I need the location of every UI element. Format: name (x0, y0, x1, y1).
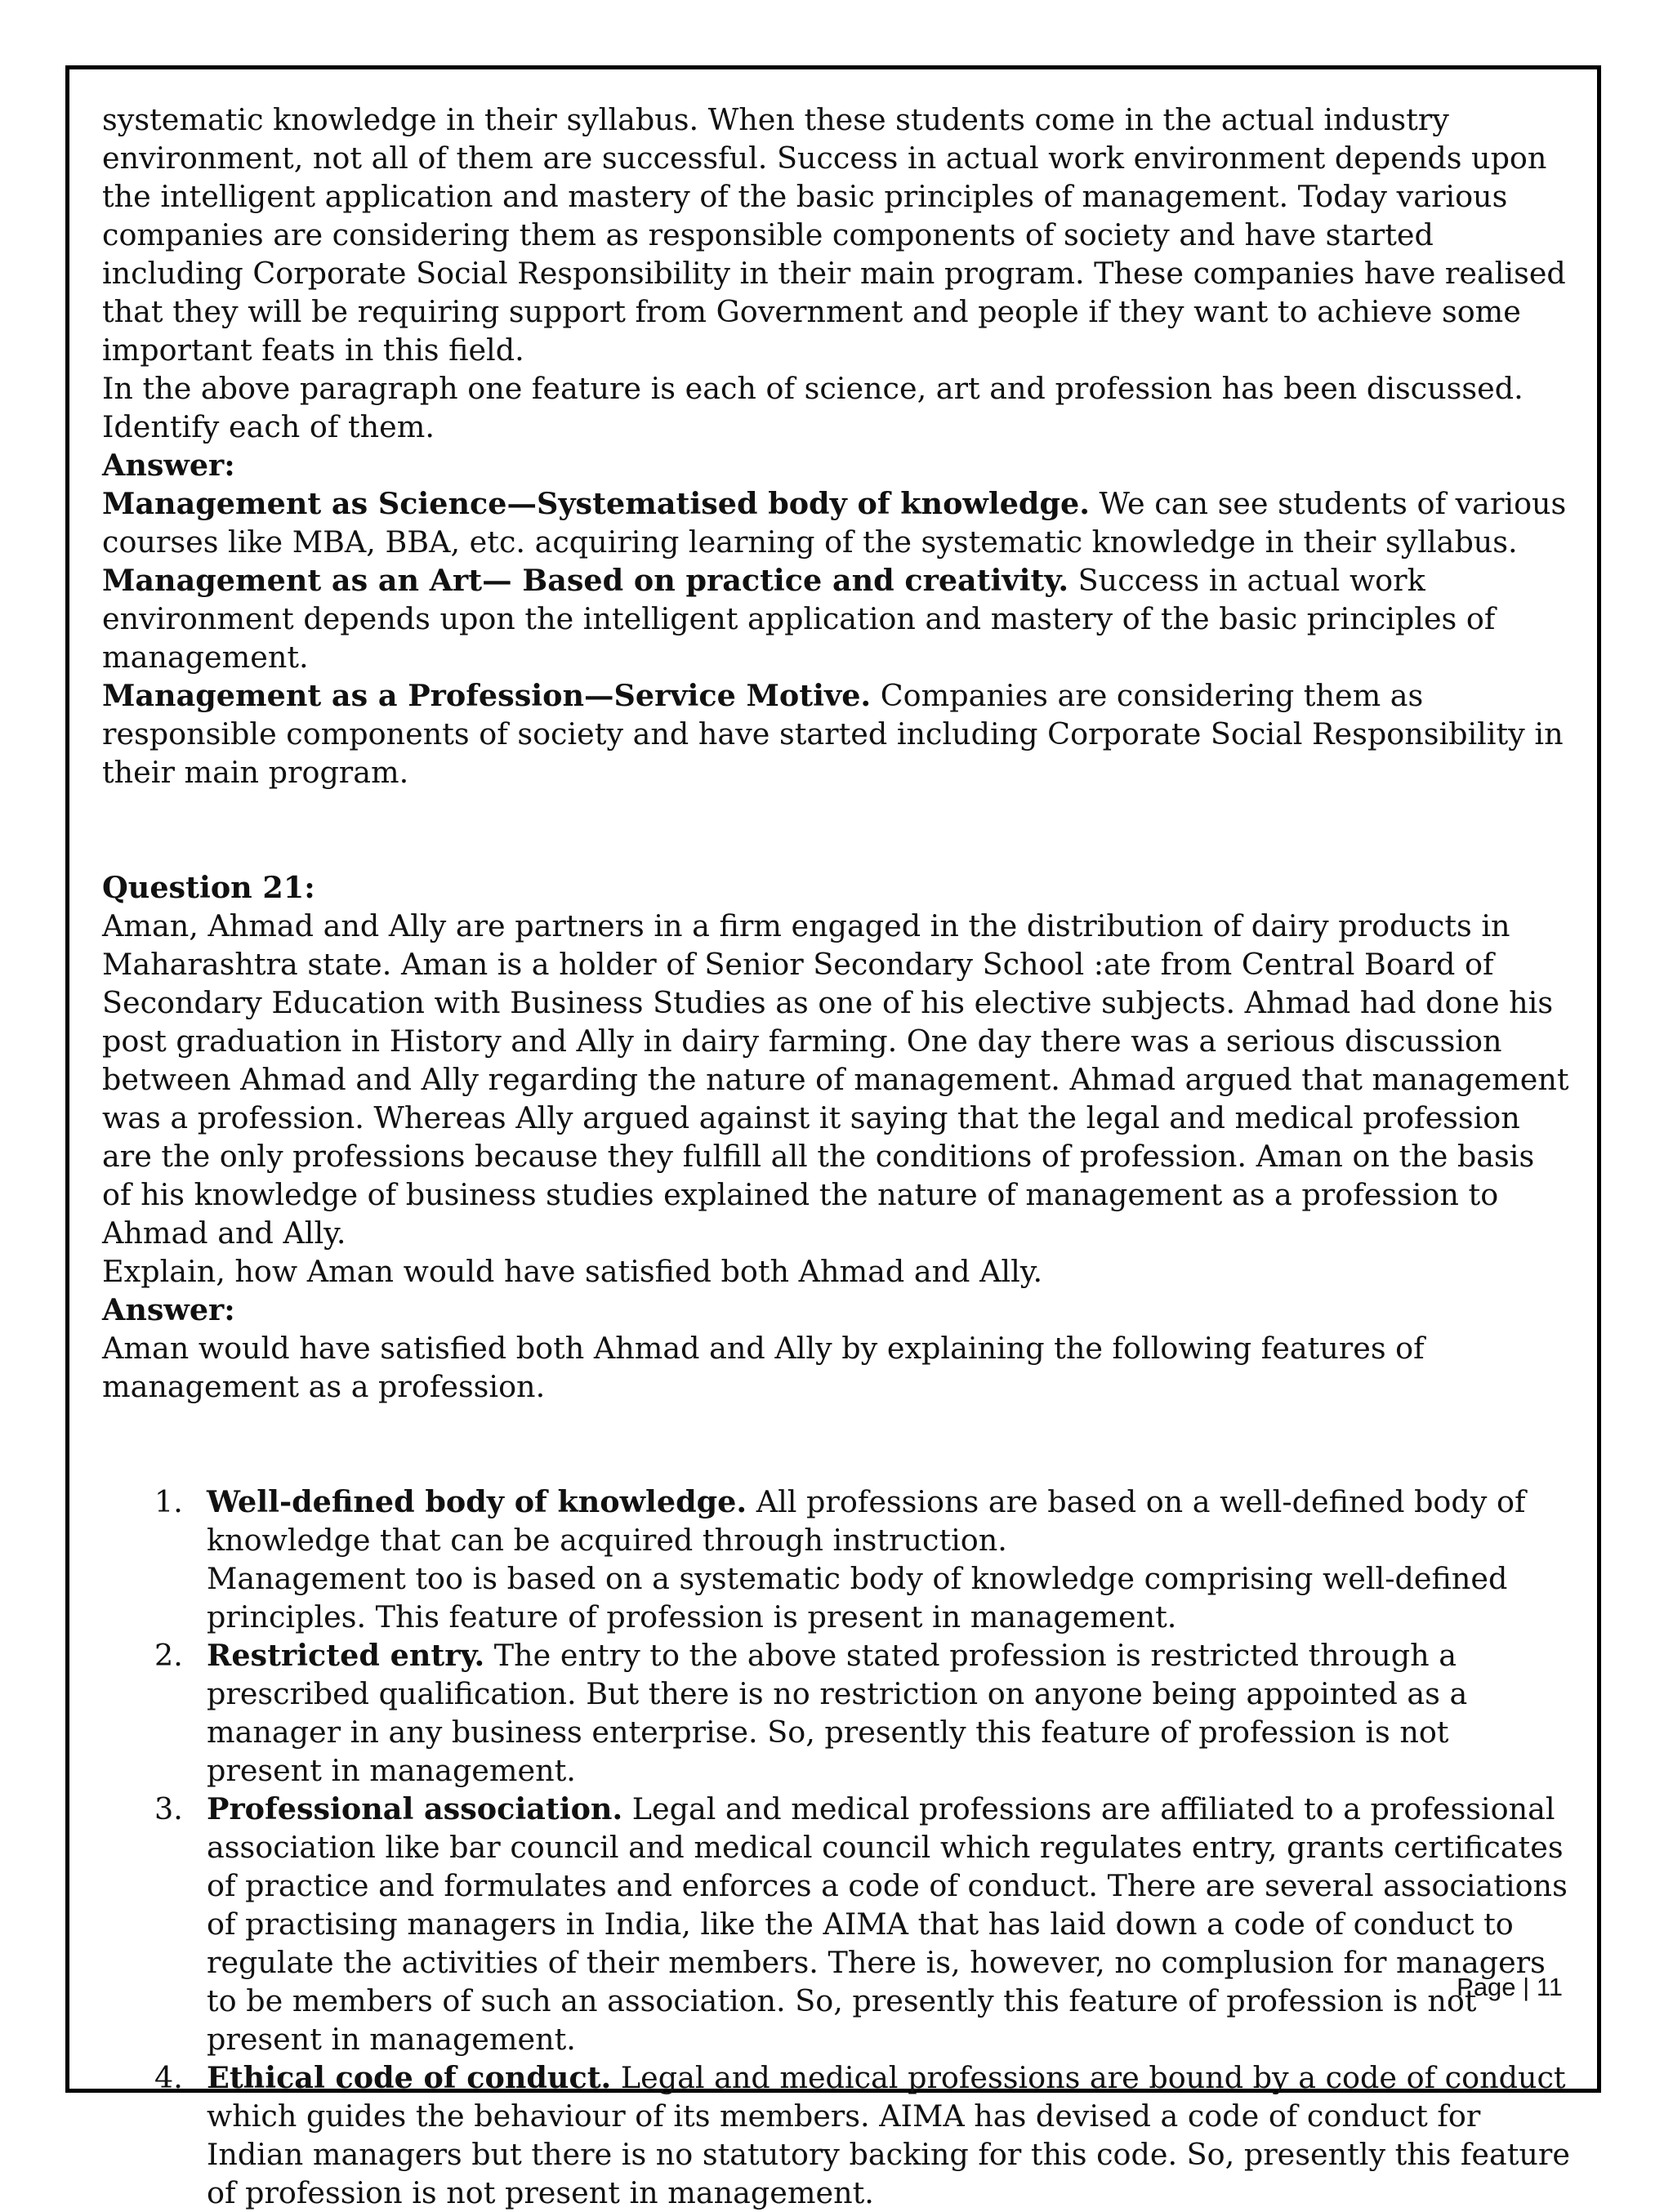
question-21-prompt: Explain, how Aman would have satisfied both Ahmad and Ally. (102, 1254, 1043, 1289)
answer-science-heading: Management as Science—Systematised body of knowledge. (102, 486, 1090, 521)
feature-heading: Ethical code of conduct. (207, 2060, 612, 2095)
spacer (102, 792, 1573, 868)
list-item (102, 1483, 1573, 1636)
feature-text: Legal and medical professions are affiliated to a professional association like bar council and medical council which regulates entry, grants certificates of practice and formulates and enforces a code of conduct. There are several associations of practising managers in India, like the AIMA that has laid down a code of conduct to regulate the activities of their members. There is, however, no complusion for managers to be members of such an association. So, presently this feature of profession is not present in management. (207, 1791, 1568, 2057)
intro-continuation: systematic knowledge in their syllabus. When these students come in the actual industry environment, not all of them are successful. Success in actual work environment depends upon the intelligent application and mastery of the basic principles of management. Today various companies are considering them as responsible components of society and have started including Corporate Social Responsibility in their main program. These companies have realised that they will be requiring support from Government and people if they want to achieve some important feats in this field. (102, 102, 1566, 368)
page-content (102, 100, 1573, 2212)
question-21-answer-intro: Aman would have satisfied both Ahmad and Ally by explaining the following features of management as a profession. (102, 1331, 1425, 1404)
feature-text: Legal and medical professions are bound by a code of conduct which guides the behaviour of its members. AIMA has devised a code of conduct for Indian managers but there is no statutory backing for this code. So, presently this feature of profession is not present in management. (207, 2060, 1570, 2210)
answer-art (102, 561, 1573, 676)
feature-heading: Professional association. (207, 1791, 623, 1826)
list-number: 2. (154, 1638, 183, 1673)
spacer (102, 1406, 1573, 1483)
answer-profession-heading: Management as a Profession—Service Motive. (102, 678, 872, 713)
list-item (102, 1636, 1573, 1790)
answer-label: Answer: (102, 448, 235, 483)
intro-prompt: In the above paragraph one feature is each of science, art and profession has been discussed. Identify each of them. (102, 371, 1524, 444)
answer-art-text: Success in actual work environment depends upon the intelligent application and mastery of the basic principles of management. (102, 563, 1496, 675)
list-item (102, 1790, 1573, 2058)
answer-profession-text: Companies are considering them as responsible components of society and have started including Corporate Social Responsibility in their main program. (102, 678, 1564, 790)
page-number: Page | 11 (1457, 1973, 1563, 2001)
answer-art-heading: Management as an Art— Based on practice and creativity. (102, 563, 1069, 598)
feature-text: The entry to the above stated profession is restricted through a prescribed qualification. But there is no restriction on anyone being appointed as a manager in any business enterprise. So, presently this feature of profession is not present in management. (207, 1638, 1468, 1788)
feature-extra: Management too is based on a systematic body of knowledge comprising well-defined principles. This feature of profession is present in management. (207, 1561, 1508, 1634)
list-number: 3. (154, 1791, 183, 1826)
question-21-title: Question 21: (102, 870, 315, 905)
page-border (65, 65, 1601, 2210)
feature-heading: Well-defined body of knowledge. (207, 1484, 747, 1519)
feature-heading: Restricted entry. (207, 1638, 485, 1673)
answer-science (102, 484, 1573, 561)
feature-list (102, 1483, 1573, 2212)
question-21-answer-label: Answer: (102, 1292, 235, 1327)
list-number: 4. (154, 2060, 183, 2095)
feature-text: All professions are based on a well-defined body of knowledge that can be acquired through instruction. (207, 1484, 1526, 1558)
answer-profession (102, 676, 1573, 792)
list-number: 1. (154, 1484, 183, 1519)
question-21-body: Aman, Ahmad and Ally are partners in a firm engaged in the distribution of dairy products in Maharashtra state. Aman is a holder of Senior Secondary School :ate from Central Board of Secondary Education with Business Studies as one of his elective subjects. Ahmad had done his post graduation in History and Ally in dairy farming. One day there was a serious discussion between Ahmad and Ally regarding the nature of management. Ahmad argued that management was a profession. Whereas Ally argued against it saying that the legal and medical profession are the only professions because they fulfill all the conditions of profession. Aman on the basis of his knowledge of business studies explained the nature of management as a profession to Ahmad and Ally. (102, 908, 1569, 1251)
answer-science-text: We can see students of various courses like MBA, BBA, etc. acquiring learning of the systematic knowledge in their syllabus. (102, 486, 1567, 560)
list-item (102, 2058, 1573, 2212)
